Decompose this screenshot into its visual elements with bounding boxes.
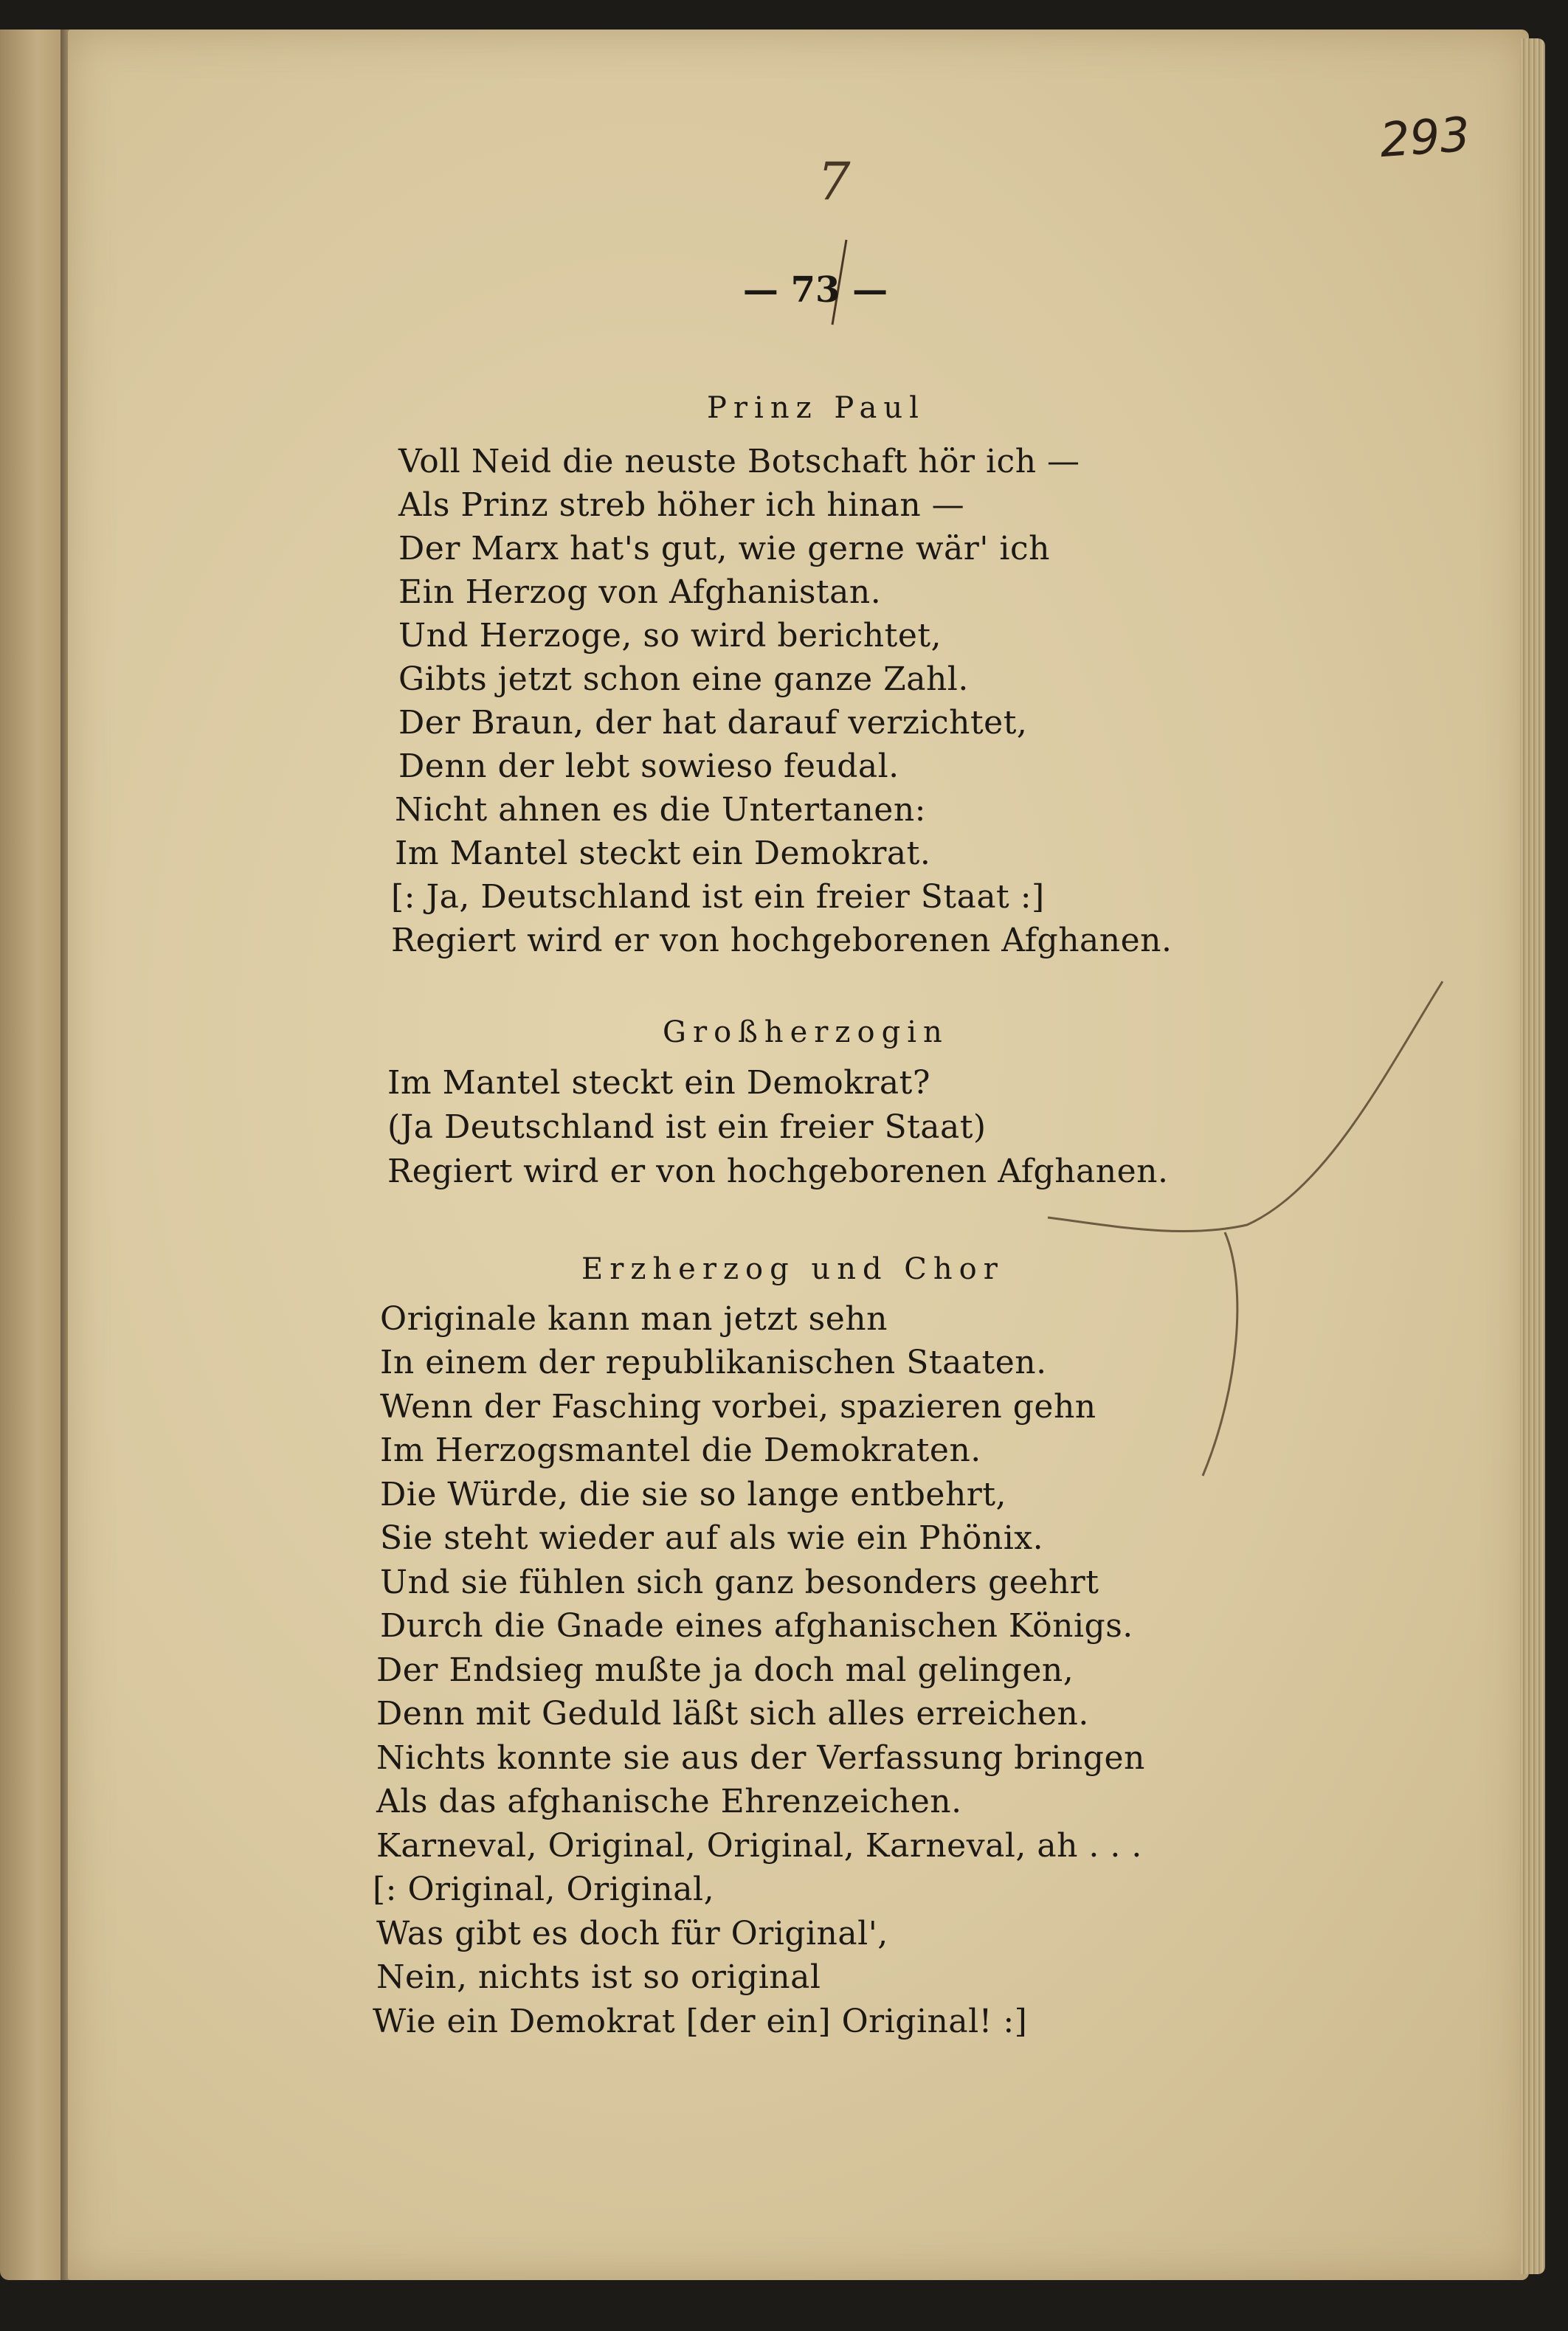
verse-line: Denn mit Geduld läßt sich alles erreichen.	[376, 1695, 1089, 1733]
verse-line: Voll Neid die neuste Botschaft hör ich —	[398, 443, 1080, 480]
verse-line: Der Marx hat's gut, wie gerne wär' ich	[398, 530, 1050, 567]
verse-line: Nichts konnte sie aus der Verfassung bringen	[376, 1739, 1145, 1777]
verse-line: Wenn der Fasching vorbei, spazieren gehn	[380, 1388, 1096, 1426]
verse-line: Sie steht wieder auf als wie ein Phönix.	[380, 1519, 1044, 1557]
verse-line: Durch die Gnade eines afghanischen Königs.	[380, 1607, 1133, 1645]
verse-line: Die Würde, die sie so lange entbehrt,	[380, 1476, 1006, 1513]
verse-line: Im Mantel steckt ein Demokrat.	[395, 835, 931, 872]
page-number: — 73 —	[742, 269, 888, 311]
verse-line: Regiert wird er von hochgeborenen Afghanen.	[387, 1153, 1169, 1190]
section-heading-erzherzog-und-chor: Erzherzog und Chor	[581, 1252, 1004, 1286]
section-heading-prinz-paul: Prinz Paul	[707, 391, 925, 425]
verse-line: Nein, nichts ist so original	[376, 1958, 821, 1996]
verse-line: Im Herzogsmantel die Demokraten.	[380, 1432, 981, 1469]
handwritten-page-mark: 7	[818, 151, 851, 212]
verse-line: Und sie fühlen sich ganz besonders geehrt	[380, 1564, 1099, 1601]
verse-line: In einem der republikanischen Staaten.	[380, 1344, 1047, 1381]
verse-line: Als Prinz streb höher ich hinan —	[398, 486, 965, 524]
verse-line: Denn der lebt sowieso feudal.	[398, 747, 899, 785]
section-heading-grossherzogin: Großherzogin	[663, 1015, 949, 1049]
verse-line: Der Braun, der hat darauf verzichtet,	[398, 704, 1028, 742]
verse-line: Der Endsieg mußte ja doch mal gelingen,	[376, 1651, 1074, 1689]
verse-line: Ein Herzog von Afghanistan.	[398, 573, 882, 611]
verse-line: Was gibt es doch für Original',	[376, 1915, 888, 1952]
verse-line: Und Herzoge, so wird berichtet,	[398, 617, 942, 655]
verse-line: Originale kann man jetzt sehn	[380, 1300, 888, 1338]
verse-line: Als das afghanische Ehrenzeichen.	[376, 1783, 962, 1820]
verse-line: [: Original, Original,	[373, 1871, 715, 1908]
verse-line: Nicht ahnen es die Untertanen:	[395, 791, 926, 829]
verse-line: [: Ja, Deutschland ist ein freier Staat :]	[391, 878, 1045, 916]
verse-line: Wie ein Demokrat [der ein] Original! :]	[373, 2003, 1028, 2040]
verse-line: Regiert wird er von hochgeborenen Afghanen.	[391, 922, 1172, 959]
verse-line: Im Mantel steckt ein Demokrat?	[387, 1064, 930, 1102]
verse-line: Karneval, Original, Original, Karneval, ah . . .	[376, 1827, 1142, 1865]
archive-number: 293	[1378, 107, 1472, 169]
verse-line: Gibts jetzt schon eine ganze Zahl.	[398, 660, 969, 698]
verse-line: (Ja Deutschland ist ein freier Staat)	[387, 1108, 987, 1146]
